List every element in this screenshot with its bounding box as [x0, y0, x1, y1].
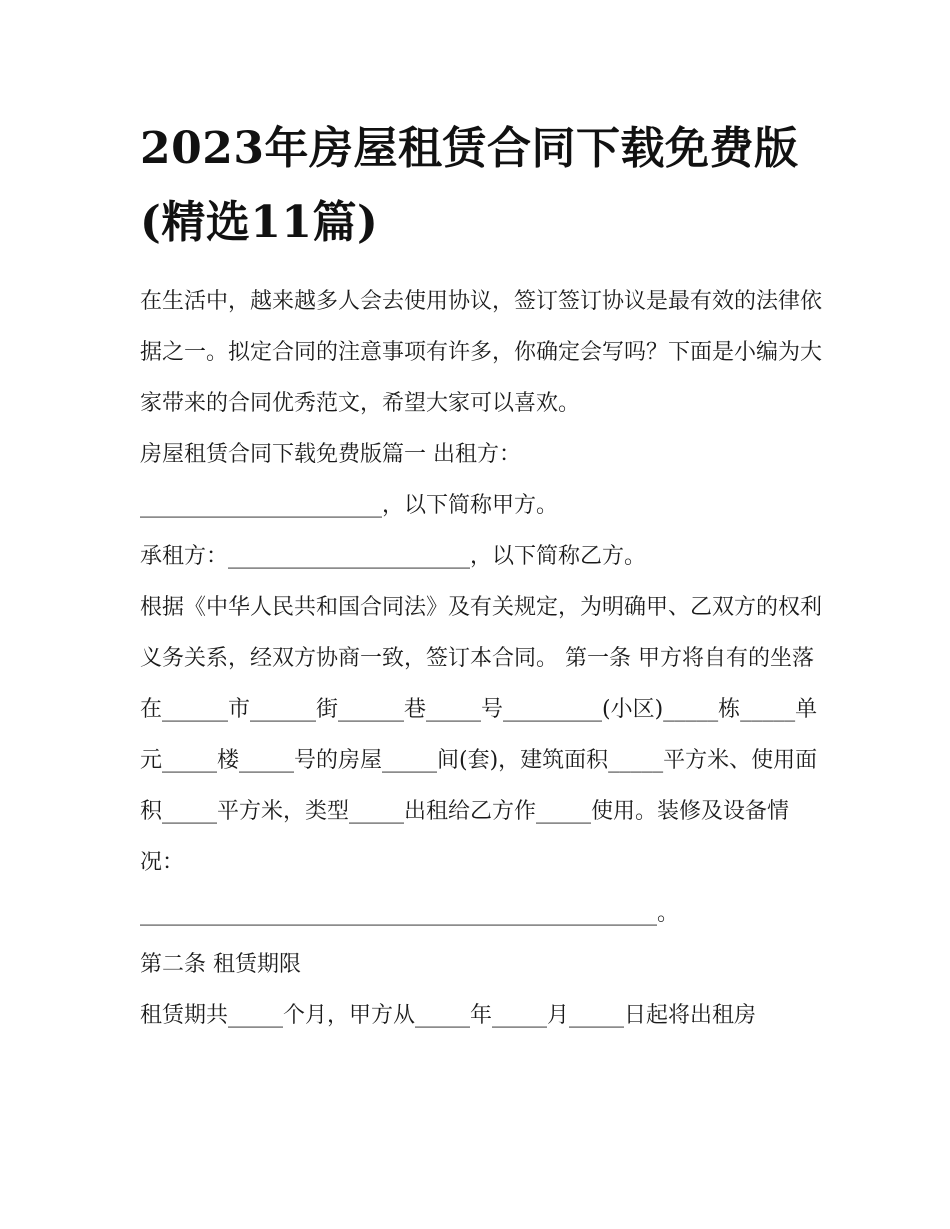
lessor-blank-line: ______________________，以下简称甲方。: [140, 493, 559, 518]
article-one-paragraph: 根据《中华人民共和国合同法》及有关规定，为明确甲、乙双方的权利义务关系，经双方协商一致，签订本合同。 第一条 甲方将自有的坐落在______市______街______巷_____号_________(小区)_____栋_____单元_____楼_____号的房屋_____间(套)，建筑面积_____平方米、使用面积_____平方米，类型_____出租给乙方作_____使用。装修及设备情况：: [140, 595, 823, 875]
document-title: 2023年房屋租赁合同下载免费版(精选11篇): [140, 123, 799, 248]
lease-term-line: 租赁期共_____个月，甲方从_____年_____月_____日起将出租房: [140, 1003, 757, 1028]
lessee-line: 承租方：______________________，以下简称乙方。: [140, 544, 647, 569]
equipment-blank-line: _______________________________________________。: [140, 901, 680, 926]
document-body: [140, 276, 824, 1041]
intro-paragraph: 在生活中，越来越多人会去使用协议，签订签订协议是最有效的法律依据之一。拟定合同的注意事项有许多，你确定会写吗？下面是小编为大家带来的合同优秀范文，希望大家可以喜欢。: [140, 289, 823, 416]
article-two-heading: 第二条 租赁期限: [140, 952, 301, 977]
section-heading-lessor: 房屋租赁合同下载免费版篇一 出租方：: [140, 442, 521, 467]
